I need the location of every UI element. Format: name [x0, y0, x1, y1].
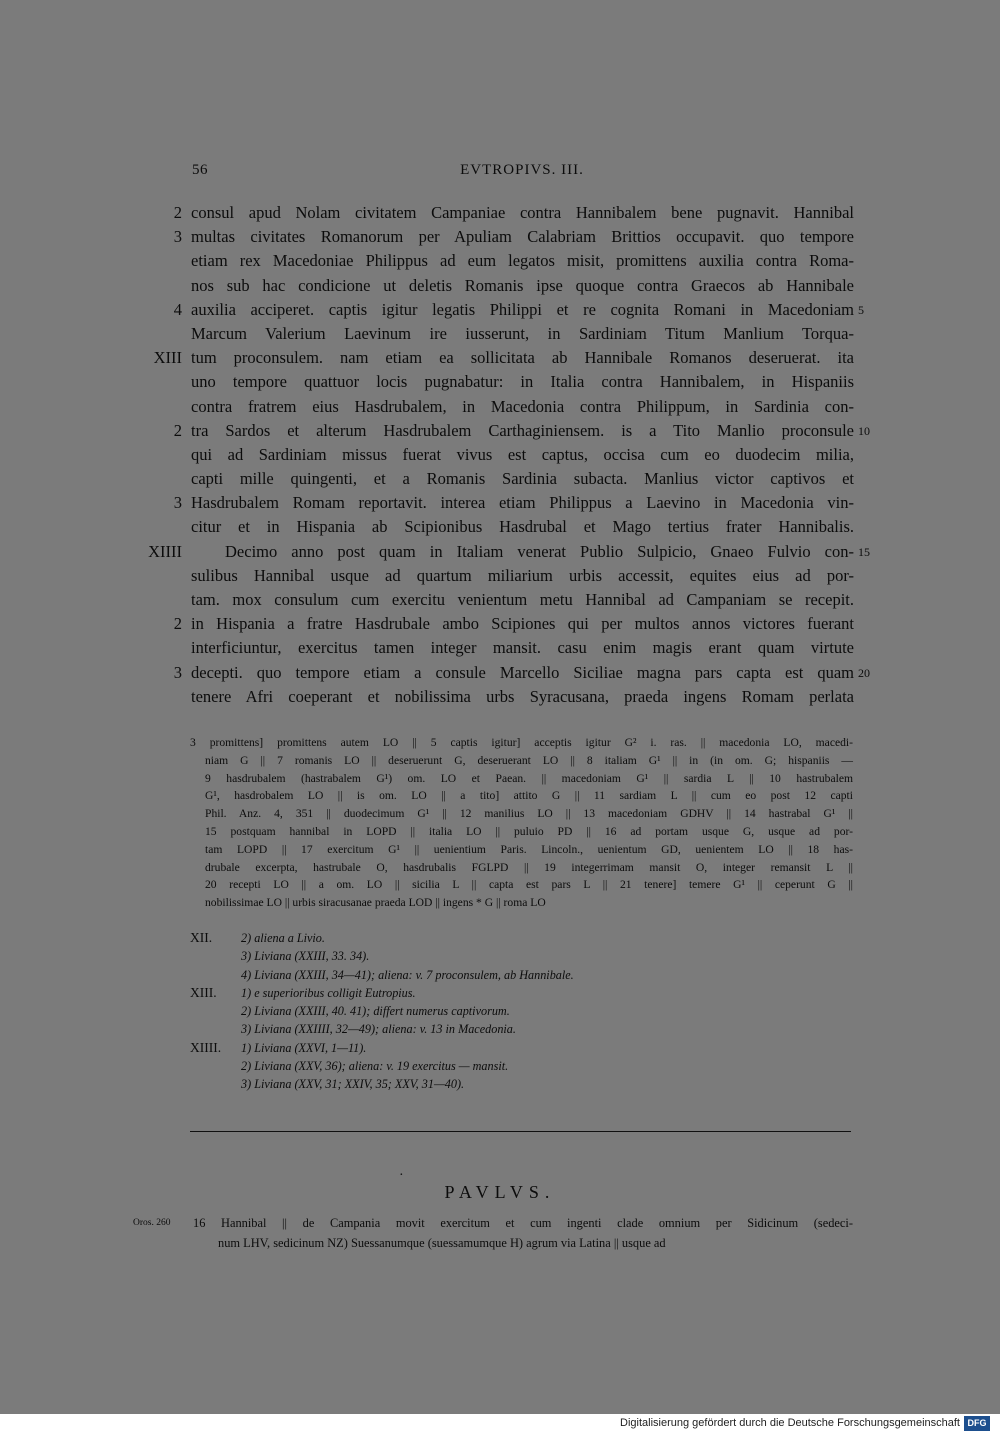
- text-line: [0, 370, 1000, 394]
- line-text: etiam rex Macedoniae Philippus ad eum legatos misit, promittens auxilia contra Roma-: [191, 251, 854, 271]
- chapter-number: 3: [173, 662, 182, 682]
- chapter-label: XIIII.: [190, 1039, 222, 1055]
- text-line: [0, 225, 1000, 249]
- apparatus-text: G¹, hasdrobalem LO || is om. LO || a tito] attito G || 11 sardiam L || cum eo post 12 capti: [205, 789, 853, 803]
- apparatus-text: 3 promittens] promittens autem LO || 5 captis igitur] acceptis igitur G² i. ras. || macedonia LO, macedi-: [190, 736, 853, 749]
- apparatus-text: 15 postquam hannibal in LOPD || italia LO || puluio PD || 16 ad portam usque G, usque ad por-: [205, 824, 853, 838]
- text-line: [0, 346, 1000, 370]
- chapter-number: XIII: [153, 348, 182, 368]
- main-text-block: [0, 201, 1000, 709]
- source-line: [0, 1057, 1000, 1075]
- chapter-number: 2: [173, 614, 182, 634]
- apparatus-line: [0, 859, 1000, 877]
- critical-apparatus: [0, 734, 1000, 912]
- text-line: [0, 201, 1000, 225]
- line-text: consul apud Nolam civitatem Campaniae contra Hannibalem bene pugnavit. Hannibal: [191, 203, 854, 222]
- apparatus-line: [0, 805, 1000, 823]
- text-line: [0, 515, 1000, 539]
- orosius-reference: Oros. 260: [133, 1218, 171, 1228]
- text-line: [0, 564, 1000, 588]
- text-line: [0, 419, 1000, 443]
- source-text: 3) Liviana (XXIIII, 32—49); aliena: v. 13 in Macedonia.: [241, 1022, 516, 1037]
- text-line: [0, 467, 1000, 491]
- source-notes: [0, 929, 1000, 1094]
- text-line: [0, 249, 1000, 273]
- chapter-number: 2: [173, 203, 182, 222]
- chapter-label: XII.: [190, 930, 213, 945]
- chapter-number: 4: [173, 299, 182, 319]
- source-text: 2) aliena a Livio.: [241, 931, 325, 945]
- dfg-logo-icon: DFG: [964, 1416, 990, 1431]
- apparatus-line: [0, 876, 1000, 894]
- line-number: 10: [858, 423, 870, 438]
- apparatus-text: niam G || 7 romanis LO || deseruerunt G, deseruerant LO || 8 italiam G¹ || in (in om. G; hispaniis —: [205, 753, 853, 767]
- apparatus-line: [0, 752, 1000, 770]
- source-line: [0, 947, 1000, 965]
- text-line: [0, 661, 1000, 685]
- line-text: in Hispania a fratre Hasdrubale ambo Scipiones qui per multos annos victores fuerant: [191, 614, 854, 634]
- line-text: interficiuntur, exercitus tamen integer mansit. casu enim magis erant quam virtute: [191, 638, 854, 658]
- source-line: [0, 966, 1000, 984]
- line-text: citur et in Hispania ab Scipionibus Hasdrubal et Mago tertius frater Hannibalis.: [191, 517, 854, 537]
- apparatus-line: [0, 894, 1000, 912]
- line-text: Marcum Valerium Laevinum ire iusserunt, in Sardiniam Titum Manlium Torqua-: [191, 323, 854, 343]
- source-line: [0, 1020, 1000, 1038]
- text-line: [0, 491, 1000, 515]
- text-line: [0, 588, 1000, 612]
- source-text: 3) Liviana (XXV, 31; XXIV, 35; XXV, 31—40).: [241, 1077, 465, 1092]
- running-head: [190, 162, 854, 184]
- source-text: 4) Liviana (XXIII, 34—41); aliena: v. 7 proconsulem, ab Hannibale.: [241, 967, 574, 982]
- line-number: 5: [858, 302, 864, 317]
- text-line: [0, 298, 1000, 322]
- apparatus-line: [0, 787, 1000, 805]
- footer-credit: Digitalisierung gefördert durch die Deutsche Forschungsgemeinschaft: [620, 1417, 960, 1429]
- source-line: [0, 929, 1000, 947]
- text-line: [0, 540, 1000, 564]
- apparatus-text: 9 hasdrubalem (hastrabalem G¹) om. LO et Paean. || macedoniam G¹ || sardia L || 10 hastrubalem: [205, 771, 853, 785]
- pavlus-line-text: num LHV, sedicinum NZ) Suessanumque (suessamumque H) agrum via Latina || usque ad: [218, 1236, 666, 1250]
- source-text: 1) Liviana (XXVI, 1—11).: [241, 1040, 367, 1055]
- footer-bar: [0, 1414, 1000, 1434]
- line-text: tra Sardos et alterum Hasdrubalem Carthaginiensem. is a Tito Manlio proconsule: [191, 420, 854, 440]
- apparatus-text: 20 recepti LO || a om. LO || sicilia L || capta est pars L || 21 tenere] temere G¹ || ceperunt G ||: [205, 878, 853, 892]
- line-text: multas civitates Romanorum per Apuliam Calabriam Brittios occupavit. quo tempore: [191, 227, 854, 247]
- line-text: contra fratrem eius Hasdrubalem, in Macedonia contra Philippum, in Sardinia con-: [191, 396, 854, 416]
- line-text: uno tempore quattuor locis pugnabatur: in Italia contra Hannibalem, in Hispaniis: [191, 372, 854, 392]
- chapter-number: 3: [173, 227, 182, 247]
- apparatus-text: drubale excerpta, hastrubale O, hasdrubalis FGLPD || 19 integerrimam mansit O, integer remansit L ||: [205, 860, 853, 874]
- section-divider: [190, 1131, 851, 1132]
- line-text: decepti. quo tempore etiam a consule Marcello Siciliae magna pars capta est quam: [191, 662, 854, 682]
- source-text: 2) Liviana (XXIII, 40. 41); differt numerus captivorum.: [241, 1004, 510, 1019]
- text-line: [0, 395, 1000, 419]
- source-text: 1) e superioribus colligit Eutropius.: [241, 985, 416, 1000]
- pavlus-line: [0, 1213, 1000, 1233]
- chapter-number: 2: [173, 420, 182, 440]
- line-text: auxilia acciperet. captis igitur legatis Philippi et re cognita Romani in Macedoniam: [191, 299, 854, 319]
- source-line: [0, 1002, 1000, 1020]
- line-text: qui ad Sardiniam missus fuerat vivus est captus, occisa cum eo duodecim milia,: [191, 444, 854, 464]
- apparatus-text: Phil. Anz. 4, 351 || duodecimum G¹ || 12 manilius LO || 13 macedoniam GDHV || 14 hastrabal G¹ ||: [205, 807, 853, 821]
- apparatus-text: nobilissimae LO || urbis siracusanae praeda LOD || ingens * G || roma LO: [205, 896, 546, 910]
- section-heading-pavlus: PAVLVS.: [444, 1182, 556, 1202]
- line-text: nos sub hac condicione ut deletis Romanis ipse quoque contra Graecos ab Hannibale: [191, 275, 854, 295]
- source-text: 3) Liviana (XXIII, 33. 34).: [241, 949, 370, 964]
- apparatus-line: [0, 734, 1000, 752]
- chapter-number: XIIII: [148, 541, 182, 561]
- line-text: Decimo anno post quam in Italiam venerat Publio Sulpicio, Gnaeo Fulvio con-: [225, 541, 854, 561]
- line-text: capti mille quingenti, et a Romanis Sardinia subacta. Manlius victor captivos et: [191, 469, 854, 489]
- source-line: [0, 1075, 1000, 1093]
- line-text: sulibus Hannibal usque ad quartum miliarium urbis accessit, equites eius ad por-: [191, 565, 854, 585]
- line-text: Hasdrubalem Romam reportavit. interea etiam Philippus a Laevino in Macedonia vin-: [191, 493, 854, 513]
- pavlus-line-text: 16 Hannibal || de Campania movit exercitum et cum ingenti clade omnium per Sidicinum (sedeci-: [193, 1216, 853, 1230]
- chapter-number: 3: [173, 493, 182, 513]
- apparatus-line: [0, 823, 1000, 841]
- text-line: [0, 685, 1000, 709]
- text-line: [0, 612, 1000, 636]
- chapter-label: XIII.: [190, 984, 217, 1000]
- line-number: 15: [858, 544, 870, 559]
- text-line: [0, 322, 1000, 346]
- text-line: [0, 636, 1000, 660]
- apparatus-text: tam LOPD || 17 exercitum G¹ || uenientium Paris. Lincoln., uenientum GD, uenientem LO || 18 has-: [205, 842, 853, 856]
- apparatus-line: [0, 841, 1000, 859]
- line-text: tenere Afri coeperant et nobilissima urbs Syracusana, praeda ingens Romam perlata: [191, 686, 854, 706]
- stray-dot: ·: [399, 1168, 404, 1183]
- apparatus-line: [0, 770, 1000, 788]
- running-title: EVTROPIVS. III.: [460, 162, 584, 178]
- text-line: [0, 443, 1000, 467]
- source-line: [0, 1039, 1000, 1057]
- line-text: tum proconsulem. nam etiam ea sollicitata ab Hannibale Romanos deseruerat. ita: [191, 348, 854, 368]
- text-line: [0, 274, 1000, 298]
- line-text: tam. mox consulum cum exercitu venientum metu Hannibal ad Campaniam se recepit.: [191, 590, 854, 609]
- pavlus-line: [0, 1233, 1000, 1253]
- source-text: 2) Liviana (XXV, 36); aliena: v. 19 exercitus — mansit.: [241, 1059, 509, 1074]
- pavlus-text-block: [0, 1213, 1000, 1253]
- page-number: 56: [192, 162, 208, 178]
- source-line: [0, 984, 1000, 1002]
- line-number: 20: [858, 665, 870, 680]
